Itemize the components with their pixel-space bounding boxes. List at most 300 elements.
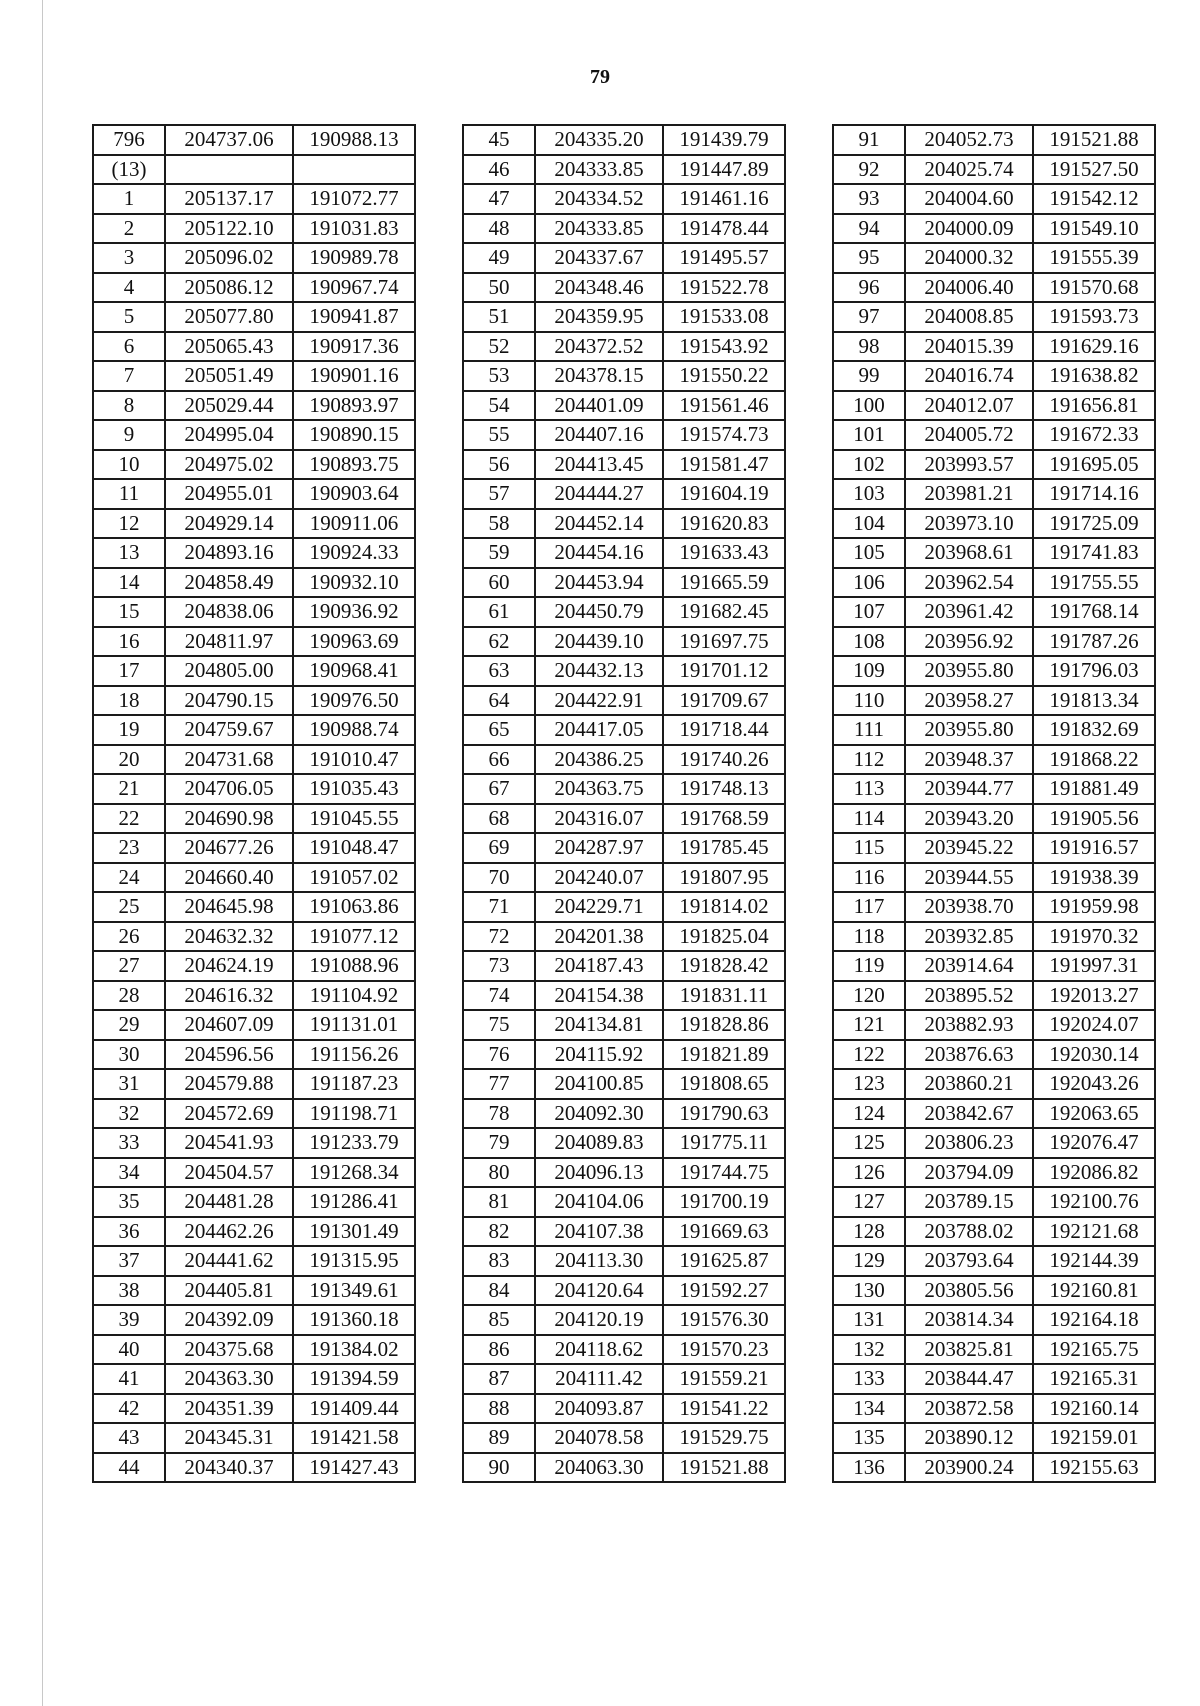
table-row: [833, 509, 1155, 539]
y-coordinate-cell: 192155.63: [1033, 1453, 1155, 1483]
point-number-cell: 136: [833, 1453, 905, 1483]
point-number-cell: 29: [93, 1010, 165, 1040]
y-coordinate-cell: 191959.98: [1033, 892, 1155, 922]
x-coordinate-cell: 204805.00: [165, 656, 293, 686]
y-coordinate-cell: 191768.14: [1033, 597, 1155, 627]
point-number-cell: 33: [93, 1128, 165, 1158]
point-number-cell: 60: [463, 568, 535, 598]
table-row: [463, 302, 785, 332]
y-coordinate-cell: 191682.45: [663, 597, 785, 627]
table-row: [833, 1394, 1155, 1424]
point-number-cell: 58: [463, 509, 535, 539]
table-row: [833, 1453, 1155, 1483]
point-number-cell: 86: [463, 1335, 535, 1365]
x-coordinate-cell: 204405.81: [165, 1276, 293, 1306]
table-row: [93, 686, 415, 716]
y-coordinate-cell: 191045.55: [293, 804, 415, 834]
x-coordinate-cell: 204025.74: [905, 155, 1033, 185]
y-coordinate-cell: 192164.18: [1033, 1305, 1155, 1335]
x-coordinate-cell: 204000.09: [905, 214, 1033, 244]
x-coordinate-cell: 204345.31: [165, 1423, 293, 1453]
x-coordinate-cell: 204452.14: [535, 509, 663, 539]
x-coordinate-cell: 204975.02: [165, 450, 293, 480]
y-coordinate-cell: 191714.16: [1033, 479, 1155, 509]
y-coordinate-cell: 191576.30: [663, 1305, 785, 1335]
y-coordinate-cell: 190924.33: [293, 538, 415, 568]
x-coordinate-cell: 204441.62: [165, 1246, 293, 1276]
y-coordinate-cell: 190893.75: [293, 450, 415, 480]
y-coordinate-cell: 192043.26: [1033, 1069, 1155, 1099]
table-row: [93, 1217, 415, 1247]
y-coordinate-cell: 190941.87: [293, 302, 415, 332]
x-coordinate-cell: 204006.40: [905, 273, 1033, 303]
y-coordinate-cell: 191828.42: [663, 951, 785, 981]
x-coordinate-cell: 204348.46: [535, 273, 663, 303]
table-row: [93, 1246, 415, 1276]
table-row: [463, 833, 785, 863]
y-coordinate-cell: 191709.67: [663, 686, 785, 716]
table-row: [93, 450, 415, 480]
point-number-cell: 65: [463, 715, 535, 745]
point-number-cell: 54: [463, 391, 535, 421]
x-coordinate-cell: 204333.85: [535, 155, 663, 185]
x-coordinate-cell: 204240.07: [535, 863, 663, 893]
point-number-cell: 132: [833, 1335, 905, 1365]
x-coordinate-cell: 204432.13: [535, 656, 663, 686]
point-number-cell: 27: [93, 951, 165, 981]
point-number-cell: 99: [833, 361, 905, 391]
coordinate-table-3: [832, 124, 1156, 1483]
y-coordinate-cell: 191701.12: [663, 656, 785, 686]
point-number-cell: 122: [833, 1040, 905, 1070]
point-number-cell: 57: [463, 479, 535, 509]
point-number-cell: 7: [93, 361, 165, 391]
point-number-cell: 38: [93, 1276, 165, 1306]
point-number-cell: 125: [833, 1128, 905, 1158]
y-coordinate-cell: 191828.86: [663, 1010, 785, 1040]
x-coordinate-cell: 203814.34: [905, 1305, 1033, 1335]
table-row: [833, 361, 1155, 391]
x-coordinate-cell: 204008.85: [905, 302, 1033, 332]
table-row: [463, 450, 785, 480]
table-row: [93, 391, 415, 421]
x-coordinate-cell: 203973.10: [905, 509, 1033, 539]
y-coordinate-cell: 191561.46: [663, 391, 785, 421]
x-coordinate-cell: 203793.64: [905, 1246, 1033, 1276]
x-coordinate-cell: 205065.43: [165, 332, 293, 362]
table-row: [93, 214, 415, 244]
y-coordinate-cell: [293, 155, 415, 185]
point-number-cell: 1: [93, 184, 165, 214]
x-coordinate-cell: 204340.37: [165, 1453, 293, 1483]
y-coordinate-cell: 191550.22: [663, 361, 785, 391]
y-coordinate-cell: 191604.19: [663, 479, 785, 509]
x-coordinate-cell: 204386.25: [535, 745, 663, 775]
y-coordinate-cell: 192013.27: [1033, 981, 1155, 1011]
point-number-cell: 45: [463, 125, 535, 155]
table-row: [833, 627, 1155, 657]
table-row: [833, 833, 1155, 863]
x-coordinate-cell: 204287.97: [535, 833, 663, 863]
y-coordinate-cell: 191035.43: [293, 774, 415, 804]
table-row: [93, 1069, 415, 1099]
table-row: [463, 125, 785, 155]
x-coordinate-cell: 204690.98: [165, 804, 293, 834]
x-coordinate-cell: 204093.87: [535, 1394, 663, 1424]
y-coordinate-cell: 190976.50: [293, 686, 415, 716]
table-row: [833, 568, 1155, 598]
y-coordinate-cell: 191592.27: [663, 1276, 785, 1306]
table-row: [833, 450, 1155, 480]
x-coordinate-cell: 203938.70: [905, 892, 1033, 922]
point-number-cell: 109: [833, 656, 905, 686]
table-row: [93, 479, 415, 509]
table-row: [463, 420, 785, 450]
point-number-cell: 64: [463, 686, 535, 716]
y-coordinate-cell: 191447.89: [663, 155, 785, 185]
point-number-cell: 10: [93, 450, 165, 480]
y-coordinate-cell: 191286.41: [293, 1187, 415, 1217]
y-coordinate-cell: 191938.39: [1033, 863, 1155, 893]
y-coordinate-cell: 191574.73: [663, 420, 785, 450]
x-coordinate-cell: 205086.12: [165, 273, 293, 303]
x-coordinate-cell: 204096.13: [535, 1158, 663, 1188]
x-coordinate-cell: 204401.09: [535, 391, 663, 421]
point-number-cell: 6: [93, 332, 165, 362]
y-coordinate-cell: 191156.26: [293, 1040, 415, 1070]
table-row: [833, 1305, 1155, 1335]
table-row: [93, 951, 415, 981]
point-number-cell: 61: [463, 597, 535, 627]
table-row: [833, 1246, 1155, 1276]
point-number-cell: 131: [833, 1305, 905, 1335]
y-coordinate-cell: 191768.59: [663, 804, 785, 834]
table-row: [93, 568, 415, 598]
y-coordinate-cell: 191570.23: [663, 1335, 785, 1365]
x-coordinate-cell: 204100.85: [535, 1069, 663, 1099]
x-coordinate-cell: 204187.43: [535, 951, 663, 981]
y-coordinate-cell: 191581.47: [663, 450, 785, 480]
x-coordinate-cell: 204417.05: [535, 715, 663, 745]
point-number-cell: 34: [93, 1158, 165, 1188]
point-number-cell: 100: [833, 391, 905, 421]
point-number-cell: 73: [463, 951, 535, 981]
table-row: [463, 391, 785, 421]
y-coordinate-cell: 191813.34: [1033, 686, 1155, 716]
y-coordinate-cell: 191131.01: [293, 1010, 415, 1040]
y-coordinate-cell: 191808.65: [663, 1069, 785, 1099]
point-number-cell: 13: [93, 538, 165, 568]
table-row: [833, 1069, 1155, 1099]
point-number-cell: 124: [833, 1099, 905, 1129]
point-number-cell: 76: [463, 1040, 535, 1070]
point-number-cell: 104: [833, 509, 905, 539]
table-row: [463, 1305, 785, 1335]
point-number-cell: 120: [833, 981, 905, 1011]
x-coordinate-cell: 204624.19: [165, 951, 293, 981]
table-row: [93, 155, 415, 185]
x-coordinate-cell: 203895.52: [905, 981, 1033, 1011]
point-number-cell: 67: [463, 774, 535, 804]
y-coordinate-cell: 191461.16: [663, 184, 785, 214]
x-coordinate-cell: 204089.83: [535, 1128, 663, 1158]
x-coordinate-cell: 203961.42: [905, 597, 1033, 627]
point-number-cell: 14: [93, 568, 165, 598]
y-coordinate-cell: 191625.87: [663, 1246, 785, 1276]
table-row: [463, 1364, 785, 1394]
y-coordinate-cell: 191997.31: [1033, 951, 1155, 981]
point-number-cell: 126: [833, 1158, 905, 1188]
point-number-cell: 90: [463, 1453, 535, 1483]
y-coordinate-cell: 191825.04: [663, 922, 785, 952]
x-coordinate-cell: 203944.77: [905, 774, 1033, 804]
point-number-cell: 89: [463, 1423, 535, 1453]
table-row: [833, 273, 1155, 303]
point-number-cell: 91: [833, 125, 905, 155]
y-coordinate-cell: 191233.79: [293, 1128, 415, 1158]
x-coordinate-cell: 204078.58: [535, 1423, 663, 1453]
point-number-cell: 20: [93, 745, 165, 775]
y-coordinate-cell: 191394.59: [293, 1364, 415, 1394]
point-number-cell: 119: [833, 951, 905, 981]
y-coordinate-cell: 191790.63: [663, 1099, 785, 1129]
x-coordinate-cell: 204378.15: [535, 361, 663, 391]
x-coordinate-cell: 203842.67: [905, 1099, 1033, 1129]
point-number-cell: 9: [93, 420, 165, 450]
x-coordinate-cell: 204759.67: [165, 715, 293, 745]
point-number-cell: 82: [463, 1217, 535, 1247]
table-row: [463, 214, 785, 244]
point-number-cell: 62: [463, 627, 535, 657]
x-coordinate-cell: 204504.57: [165, 1158, 293, 1188]
x-coordinate-cell: 204677.26: [165, 833, 293, 863]
table-row: [93, 184, 415, 214]
point-number-cell: 23: [93, 833, 165, 863]
x-coordinate-cell: 204120.64: [535, 1276, 663, 1306]
point-number-cell: 123: [833, 1069, 905, 1099]
table-row: [463, 1276, 785, 1306]
table-row: [833, 214, 1155, 244]
table-row: [833, 774, 1155, 804]
table-row: [463, 1099, 785, 1129]
y-coordinate-cell: 191478.44: [663, 214, 785, 244]
point-number-cell: 121: [833, 1010, 905, 1040]
y-coordinate-cell: 192086.82: [1033, 1158, 1155, 1188]
point-number-cell: 102: [833, 450, 905, 480]
table-row: [463, 863, 785, 893]
y-coordinate-cell: 190901.16: [293, 361, 415, 391]
x-coordinate-cell: 203958.27: [905, 686, 1033, 716]
page-number: 79: [590, 66, 610, 88]
x-coordinate-cell: 204481.28: [165, 1187, 293, 1217]
y-coordinate-cell: 192165.75: [1033, 1335, 1155, 1365]
table-row: [833, 892, 1155, 922]
x-coordinate-cell: 204995.04: [165, 420, 293, 450]
table-row: [463, 656, 785, 686]
table-row: [463, 597, 785, 627]
point-number-cell: 133: [833, 1364, 905, 1394]
table-row: [463, 1246, 785, 1276]
x-coordinate-cell: 203945.22: [905, 833, 1033, 863]
point-number-cell: 22: [93, 804, 165, 834]
table-row: [833, 155, 1155, 185]
y-coordinate-cell: 191916.57: [1033, 833, 1155, 863]
point-number-cell: 117: [833, 892, 905, 922]
table-row: [833, 686, 1155, 716]
x-coordinate-cell: 204372.52: [535, 332, 663, 362]
x-coordinate-cell: 203981.21: [905, 479, 1033, 509]
table-row: [833, 1040, 1155, 1070]
y-coordinate-cell: 191543.92: [663, 332, 785, 362]
table-row: [93, 833, 415, 863]
table-row: [463, 1040, 785, 1070]
table-row: [93, 1335, 415, 1365]
y-coordinate-cell: 191868.22: [1033, 745, 1155, 775]
point-number-cell: 51: [463, 302, 535, 332]
x-coordinate-cell: 204335.20: [535, 125, 663, 155]
table-row: [463, 1069, 785, 1099]
y-coordinate-cell: 192165.31: [1033, 1364, 1155, 1394]
point-number-cell: 108: [833, 627, 905, 657]
point-number-cell: 79: [463, 1128, 535, 1158]
table-row: [463, 1010, 785, 1040]
y-coordinate-cell: 191495.57: [663, 243, 785, 273]
point-number-cell: 40: [93, 1335, 165, 1365]
point-number-cell: 5: [93, 302, 165, 332]
point-number-cell: (13): [93, 155, 165, 185]
y-coordinate-cell: 191421.58: [293, 1423, 415, 1453]
table-row: [463, 361, 785, 391]
x-coordinate-cell: 204363.30: [165, 1364, 293, 1394]
table-row: [833, 1217, 1155, 1247]
point-number-cell: 110: [833, 686, 905, 716]
point-number-cell: 72: [463, 922, 535, 952]
table-row: [93, 1276, 415, 1306]
y-coordinate-cell: 191409.44: [293, 1394, 415, 1424]
y-coordinate-cell: 190968.41: [293, 656, 415, 686]
table-row: [463, 1217, 785, 1247]
point-number-cell: 80: [463, 1158, 535, 1188]
x-coordinate-cell: 203788.02: [905, 1217, 1033, 1247]
point-number-cell: 35: [93, 1187, 165, 1217]
y-coordinate-cell: 191970.32: [1033, 922, 1155, 952]
y-coordinate-cell: 190917.36: [293, 332, 415, 362]
x-coordinate-cell: 204004.60: [905, 184, 1033, 214]
point-number-cell: 49: [463, 243, 535, 273]
point-number-cell: 96: [833, 273, 905, 303]
y-coordinate-cell: 190932.10: [293, 568, 415, 598]
x-coordinate-cell: 204737.06: [165, 125, 293, 155]
table-row: [833, 922, 1155, 952]
x-coordinate-cell: 204706.05: [165, 774, 293, 804]
y-coordinate-cell: 191831.11: [663, 981, 785, 1011]
point-number-cell: 71: [463, 892, 535, 922]
x-coordinate-cell: 203876.63: [905, 1040, 1033, 1070]
table-row: [463, 243, 785, 273]
table-row: [463, 538, 785, 568]
point-number-cell: 42: [93, 1394, 165, 1424]
x-coordinate-cell: 204422.91: [535, 686, 663, 716]
table-row: [463, 1158, 785, 1188]
x-coordinate-cell: 203825.81: [905, 1335, 1033, 1365]
point-number-cell: 24: [93, 863, 165, 893]
y-coordinate-cell: 191439.79: [663, 125, 785, 155]
table-row: [93, 892, 415, 922]
point-number-cell: 107: [833, 597, 905, 627]
y-coordinate-cell: 191057.02: [293, 863, 415, 893]
point-number-cell: 32: [93, 1099, 165, 1129]
x-coordinate-cell: 204012.07: [905, 391, 1033, 421]
y-coordinate-cell: 191315.95: [293, 1246, 415, 1276]
point-number-cell: 69: [463, 833, 535, 863]
y-coordinate-cell: 191796.03: [1033, 656, 1155, 686]
y-coordinate-cell: 191740.26: [663, 745, 785, 775]
point-number-cell: 17: [93, 656, 165, 686]
point-number-cell: 83: [463, 1246, 535, 1276]
table-row: [463, 155, 785, 185]
x-coordinate-cell: 203806.23: [905, 1128, 1033, 1158]
x-coordinate-cell: 204107.38: [535, 1217, 663, 1247]
x-coordinate-cell: 204838.06: [165, 597, 293, 627]
table-row: [833, 597, 1155, 627]
y-coordinate-cell: 192160.14: [1033, 1394, 1155, 1424]
table-row: [93, 1010, 415, 1040]
point-number-cell: 8: [93, 391, 165, 421]
point-number-cell: 134: [833, 1394, 905, 1424]
y-coordinate-cell: 191031.83: [293, 214, 415, 244]
table-row: [463, 479, 785, 509]
point-number-cell: 103: [833, 479, 905, 509]
x-coordinate-cell: 204413.45: [535, 450, 663, 480]
table-row: [833, 1187, 1155, 1217]
point-number-cell: 106: [833, 568, 905, 598]
table-row: [93, 1128, 415, 1158]
y-coordinate-cell: 191665.59: [663, 568, 785, 598]
y-coordinate-cell: 191638.82: [1033, 361, 1155, 391]
x-coordinate-cell: 205077.80: [165, 302, 293, 332]
y-coordinate-cell: 191198.71: [293, 1099, 415, 1129]
y-coordinate-cell: 191063.86: [293, 892, 415, 922]
x-coordinate-cell: 204929.14: [165, 509, 293, 539]
table-row: [463, 1394, 785, 1424]
x-coordinate-cell: 204115.92: [535, 1040, 663, 1070]
point-number-cell: 97: [833, 302, 905, 332]
x-coordinate-cell: 205029.44: [165, 391, 293, 421]
point-number-cell: 12: [93, 509, 165, 539]
point-number-cell: 56: [463, 450, 535, 480]
x-coordinate-cell: 204134.81: [535, 1010, 663, 1040]
y-coordinate-cell: 191741.83: [1033, 538, 1155, 568]
point-number-cell: 18: [93, 686, 165, 716]
x-coordinate-cell: 204790.15: [165, 686, 293, 716]
x-coordinate-cell: 204104.06: [535, 1187, 663, 1217]
y-coordinate-cell: 191529.75: [663, 1423, 785, 1453]
y-coordinate-cell: 191725.09: [1033, 509, 1155, 539]
x-coordinate-cell: 204579.88: [165, 1069, 293, 1099]
y-coordinate-cell: 191832.69: [1033, 715, 1155, 745]
table-row: [93, 804, 415, 834]
point-number-cell: 92: [833, 155, 905, 185]
coordinate-table-1: [92, 124, 416, 1483]
x-coordinate-cell: 204645.98: [165, 892, 293, 922]
x-coordinate-cell: 203956.92: [905, 627, 1033, 657]
table-row: [93, 509, 415, 539]
table-row: [463, 1423, 785, 1453]
y-coordinate-cell: 190967.74: [293, 273, 415, 303]
x-coordinate-cell: 204811.97: [165, 627, 293, 657]
table-row: [93, 597, 415, 627]
point-number-cell: 11: [93, 479, 165, 509]
